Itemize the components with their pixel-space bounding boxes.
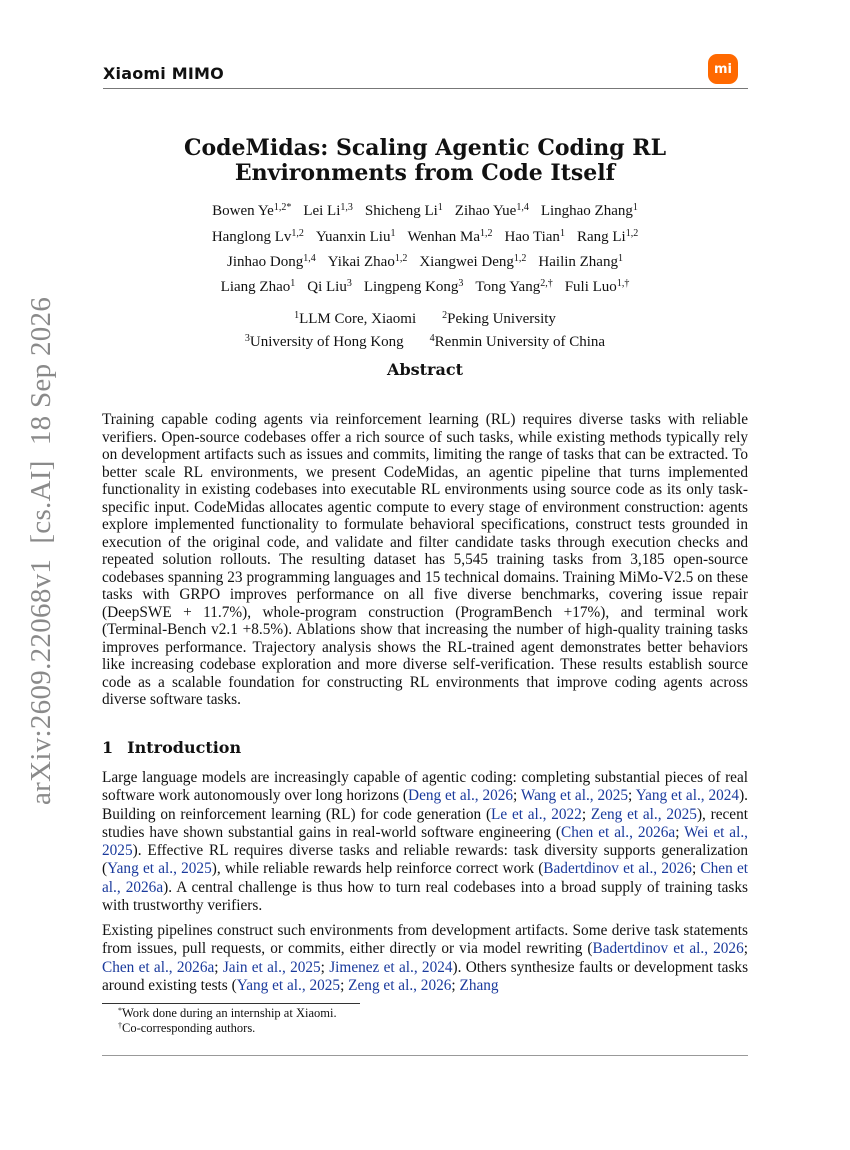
section-title: Introduction [127,738,242,757]
author-name: Linghao Zhang [540,203,633,219]
affiliation [442,311,556,327]
author-line [100,203,750,220]
author-name: Tong Yang [475,279,541,295]
citation-link[interactable]: Deng et al., 2026 [408,787,514,805]
citation-link[interactable]: Yang et al., 2025 [236,976,341,994]
citation-link[interactable]: Zhang [459,976,499,994]
author [407,229,492,245]
paragraph-text: ), while reliable rewards help reinforce correct work ( [211,860,544,878]
author-affiliation-mark: 1 [290,278,296,289]
intro-paragraph [102,769,748,915]
author [541,203,638,219]
author-name: Yuanxin Liu [315,229,391,245]
citation-link[interactable]: Chen et al., 2026a [561,823,676,841]
author-name: Qi Liu [307,279,347,295]
author [475,279,552,295]
author [505,229,565,245]
paragraph-text: Large language models are increasingly capable of agentic coding: completing substantial pieces of real software work autonomously over long horizons ( [102,769,748,805]
affiliation-number: 4 [429,333,435,344]
author-name: Xiangwei Deng [419,254,514,270]
author-affiliation-mark: 1,2* [273,202,292,213]
author [538,254,623,270]
intro-paragraph [102,922,748,995]
author-name: Jinhao Dong [227,254,304,270]
author-affiliation-mark: 2,† [540,278,553,289]
author [455,203,529,219]
affiliation-number: 1 [294,310,300,321]
author-affiliation-mark: 1 [437,202,443,213]
footnote-text: Co-corresponding authors. [122,1021,256,1035]
author-name: Shicheng Li [364,203,438,219]
author-affiliation-mark: 1,4 [303,253,316,264]
page-footer-divider [102,1055,748,1056]
author-line [100,254,750,271]
paragraph-text: ). Building on reinforcement learning (RL) for code generation ( [102,787,748,823]
author [365,203,443,219]
title-line: CodeMidas: Scaling Agentic Coding RL [183,135,667,161]
author-affiliation-mark: 1,2 [394,253,408,264]
author [212,229,304,245]
citation-link[interactable]: Yang et al., 2024 [635,787,740,805]
citation-link[interactable]: Zeng et al., 2025 [590,805,697,823]
citation-link[interactable]: Le et al., 2022 [491,805,582,823]
footnote-mark: * [118,1006,122,1015]
citation-link[interactable]: Jimenez et al., 2024 [329,958,453,976]
author [316,229,396,245]
author-name: Lingpeng Kong [363,279,459,295]
paragraph-text: ; [214,958,223,976]
author-name: Hailin Zhang [538,254,618,270]
paragraph-text: ; [513,787,521,805]
citation-link[interactable]: Wei et al., 2025 [102,823,748,860]
author [303,203,353,219]
brand-wordmark: Xiaomi MIMO [103,64,224,83]
author [307,279,352,295]
author-affiliation-mark: 1 [632,202,638,213]
paragraph-text: ; [628,787,636,805]
abstract-heading: Abstract [387,360,463,379]
paragraph-text: ). A central challenge is thus how to turn real codebases into a broad supply of training tasks with trustworthy verifiers. [102,878,748,915]
author-affiliation-mark: 1,4 [516,202,529,213]
affiliation [294,311,416,327]
section-heading [102,738,241,757]
author [227,254,316,270]
affiliation [245,334,404,350]
author [328,254,408,270]
citation-link[interactable]: Chen et al., 2026a [102,860,748,896]
author [364,279,464,295]
affiliation-number: 3 [244,333,250,344]
abstract-text: Training capable coding agents via reinforcement learning (RL) requires diverse tasks with reliable verifiers. Open-source codebases offer a rich source of such tasks, while existing methods typically rely on development artifacts such as issues and commits, limiting the range of tasks that can be extracted. To better scale RL environments, we present CodeMidas, an agentic pipeline that turns implemented functionality in existing codebases into executable RL environments using source code as its only task-specific input. CodeMidas allocates agentic compute to every stage of environment construction: agents explore implemented functionality to formulate behavioral specifications, construct tests grounded in execution of the original code, and validate and filter candidate tasks through execution checks and repeated solution rollouts. The resulting dataset has 5,545 training tasks from 3,185 open-source codebases spanning 23 programming languages and 15 technical domains. Training MiMo-V2.5 on these tasks with GRPO improves performance on all five diverse benchmarks, covering issue repair (DeepSWE + 11.7%), whole-program construction (ProgramBench +17%), and terminal work (Terminal-Bench v2.1 +8.5%). Ablations show that increasing the number of high-quality training tasks improves performance. Trajectory analysis shows the RL-trained agent demonstrates better behaviors like increasing codebase exploration and more diverse self-verification. These results establish source code as a scalable foundation for constructing RL environments that improve coding agents across diverse software tasks. [102,411,748,708]
citation-link[interactable]: Jain et al., 2025 [222,958,321,976]
author-affiliation-mark: 1 [390,228,396,239]
affiliation-line [100,308,750,331]
footnote-text: Work done during an internship at Xiaomi. [122,1006,337,1020]
section-number: 1 [102,738,114,757]
author [577,229,638,245]
author-affiliation-mark: 1,2 [625,228,639,239]
author-name: Lei Li [303,203,341,219]
author-affiliation-mark: 1 [617,253,623,264]
affiliation-number: 2 [442,310,448,321]
paragraph-text: Existing pipelines construct such environments from development artifacts. Some derive task statements from issues, pull requests, or commits, either directly or via model rewriting ( [102,922,748,958]
author [212,203,291,219]
author-name: Bowen Ye [212,203,274,219]
citation-link[interactable]: Wang et al., 2025 [520,787,629,805]
author-name: Rang Li [576,229,626,245]
author-affiliation-mark: 1,2 [513,253,527,264]
author-name: Yikai Zhao [327,254,395,270]
affiliations [100,308,750,354]
paragraph-text: ). Others synthesize faults or development tasks around existing tests ( [102,958,749,994]
citation-link[interactable]: Yang et al., 2025 [107,860,212,878]
author-affiliation-mark: 1 [559,228,565,239]
author-affiliation-mark: 1,2 [291,228,304,239]
footnote [118,1006,337,1021]
paragraph-text: ; [340,976,349,994]
citation-link[interactable]: Chen et al., 2026a [102,958,215,976]
xiaomi-logo-icon: mi [708,54,738,84]
paragraph-text: ; [743,940,748,958]
paragraph-text: ; [675,823,685,841]
citation-link[interactable]: Badertdinov et al., 2026 [543,860,692,878]
paragraph-text: ). Effective RL requires diverse tasks and reliable rewards: task diversity supports generalization ( [102,842,748,878]
author [565,279,630,295]
author-name: Liang Zhao [220,279,291,295]
author-affiliation-mark: 3 [458,278,464,289]
author-name: Fuli Luo [564,279,617,295]
paragraph-text: ; [320,958,330,976]
title-line: Environments from Code Itself [234,160,616,186]
paragraph-text: ; [451,976,460,994]
author-affiliation-mark: 1,2 [480,228,493,239]
affiliation-name: Peking University [447,311,556,327]
affiliation [430,334,605,350]
author-name: Hao Tian [504,229,560,245]
affiliation-line [100,331,750,354]
footnote-divider [102,1003,360,1004]
header-divider [103,88,748,89]
author-line [100,229,750,246]
affiliation-name: LLM Core, Xiaomi [299,311,417,327]
author-line [100,279,750,296]
author-name: Zihao Yue [454,203,517,219]
author [419,254,526,270]
author-affiliation-mark: 3 [346,278,352,289]
affiliation-name: Renmin University of China [434,334,606,350]
citation-link[interactable]: Zeng et al., 2026 [348,976,452,994]
footnote [118,1021,255,1036]
author-name: Hanglong Lv [211,229,292,245]
paragraph-text: ), recent studies have shown substantial gains in real-world software engineering ( [102,805,748,841]
author-name: Wenhan Ma [407,229,480,245]
paragraph-text: ; [581,805,591,823]
footnote-mark: † [118,1021,122,1030]
author [221,279,296,295]
arxiv-identifier: arXiv:2609.22068v1 [cs.AI] 18 Sep 2026 [25,296,57,805]
citation-link[interactable]: Badertdinov et al., 2026 [592,940,744,958]
author-affiliation-mark: 1,† [616,278,630,289]
paragraph-text: ; [691,860,701,878]
paper-title [100,136,750,186]
affiliation-name: University of Hong Kong [249,334,404,350]
author-affiliation-mark: 1,3 [340,202,353,213]
